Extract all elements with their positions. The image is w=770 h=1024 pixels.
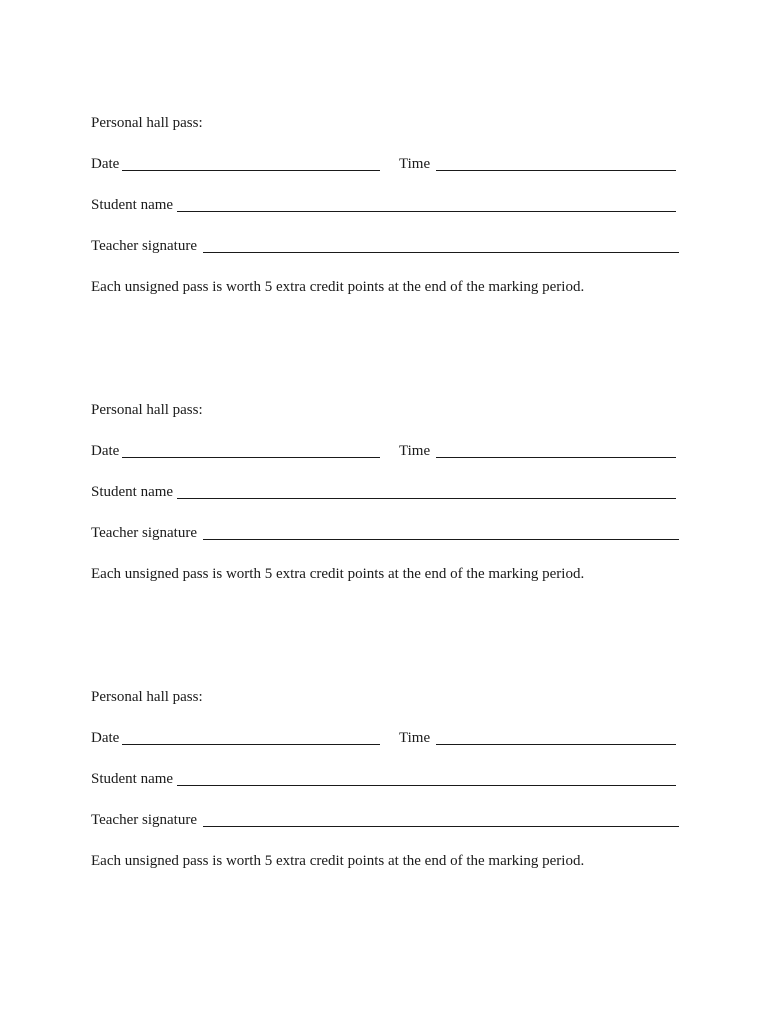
student-name-blank-line[interactable] [177, 211, 676, 212]
time-field[interactable] [399, 441, 679, 461]
pass-note: Each unsigned pass is worth 5 extra credit points at the end of the marking period. [91, 566, 585, 582]
teacher-signature-label: Teacher signature [91, 525, 197, 541]
teacher-signature-blank-line[interactable] [203, 539, 679, 540]
student-name-blank-line[interactable] [177, 498, 676, 499]
time-label: Time [399, 156, 431, 172]
pass-title: Personal hall pass: [91, 402, 203, 418]
student-name-row [91, 482, 681, 502]
teacher-signature-blank-line[interactable] [203, 826, 679, 827]
teacher-signature-field[interactable] [91, 236, 679, 256]
teacher-signature-row [91, 236, 681, 256]
time-field[interactable] [399, 728, 679, 748]
date-field[interactable] [91, 728, 381, 748]
time-blank-line[interactable] [436, 457, 676, 458]
pass-note: Each unsigned pass is worth 5 extra credit points at the end of the marking period. [91, 853, 585, 869]
time-blank-line[interactable] [436, 744, 676, 745]
date-label: Date [91, 156, 120, 172]
hall-pass-1 [91, 113, 681, 313]
pass-title: Personal hall pass: [91, 115, 203, 131]
time-blank-line[interactable] [436, 170, 676, 171]
teacher-signature-label: Teacher signature [91, 812, 197, 828]
time-field[interactable] [399, 154, 679, 174]
time-label: Time [399, 730, 431, 746]
hall-pass-3 [91, 687, 681, 887]
student-name-field[interactable] [91, 195, 677, 215]
date-label: Date [91, 730, 120, 746]
date-time-row [91, 154, 681, 174]
teacher-signature-field[interactable] [91, 523, 679, 543]
student-name-blank-line[interactable] [177, 785, 676, 786]
pass-title: Personal hall pass: [91, 689, 203, 705]
student-name-field[interactable] [91, 769, 677, 789]
student-name-label: Student name [91, 197, 174, 213]
date-label: Date [91, 443, 120, 459]
date-time-row [91, 728, 681, 748]
date-field[interactable] [91, 154, 381, 174]
student-name-field[interactable] [91, 482, 677, 502]
time-label: Time [399, 443, 431, 459]
student-name-row [91, 769, 681, 789]
student-name-row [91, 195, 681, 215]
teacher-signature-row [91, 523, 681, 543]
date-blank-line[interactable] [122, 170, 380, 171]
teacher-signature-blank-line[interactable] [203, 252, 679, 253]
pass-note: Each unsigned pass is worth 5 extra credit points at the end of the marking period. [91, 279, 585, 295]
hall-pass-2 [91, 400, 681, 600]
student-name-label: Student name [91, 771, 174, 787]
date-blank-line[interactable] [122, 457, 380, 458]
teacher-signature-field[interactable] [91, 810, 679, 830]
date-time-row [91, 441, 681, 461]
student-name-label: Student name [91, 484, 174, 500]
teacher-signature-row [91, 810, 681, 830]
date-blank-line[interactable] [122, 744, 380, 745]
date-field[interactable] [91, 441, 381, 461]
teacher-signature-label: Teacher signature [91, 238, 197, 254]
